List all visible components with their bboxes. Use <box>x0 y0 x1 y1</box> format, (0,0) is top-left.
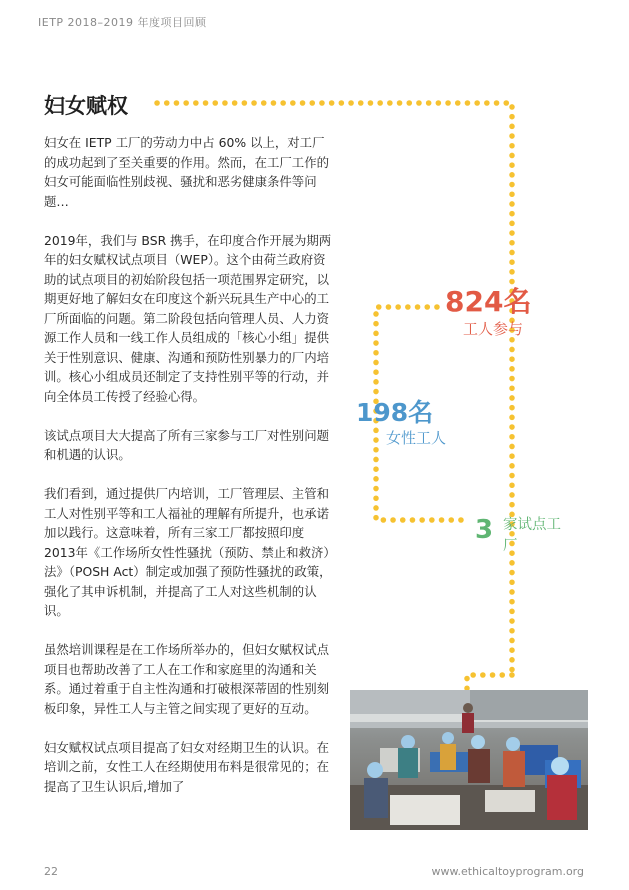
page-number: 22 <box>44 865 58 878</box>
paragraph: 该试点项目大大提高了所有三家参与工厂对性别问题和机遇的认识。 <box>44 427 329 462</box>
article-body <box>44 133 334 816</box>
page-header: IETP 2018–2019 年度项目回顾 <box>38 16 207 29</box>
paragraph: 妇女在 IETP 工厂的劳动力中占 60% 以上，对工厂的成功起到了至关重要的作用。然而，在工厂工作的妇女可能面临性别歧视、骚扰和恶劣健康条件等问题… <box>44 135 329 209</box>
stat-participants <box>445 285 532 338</box>
footer-url[interactable]: www.ethicaltoyprogram.org <box>431 865 584 878</box>
paragraph: 虽然培训课程是在工作场所举办的，但妇女赋权试点项目也帮助改善了工人在工作和家庭里的沟通和关系。通过着重于自主性沟通和打破根深蒂固的性别刻板印象，异性工人与主管之间实现了更好的互动。 <box>44 642 329 716</box>
stat-women <box>356 400 446 447</box>
stat-factories-label: 家试点工厂 <box>503 517 561 554</box>
stat-participants-label: 工人参与 <box>463 320 524 338</box>
paragraph: 妇女赋权试点项目提高了妇女对经期卫生的认识。在培训之前，女性工人在经期使用布料是很常见的；在提高了卫生认识后,增加了 <box>44 739 329 794</box>
stat-factories-number: 3 <box>475 515 494 545</box>
stat-participants-number: 824名 <box>445 285 532 318</box>
factory-workers-photo <box>350 690 588 830</box>
stat-women-number: 198名 <box>356 398 434 427</box>
paragraph: 2019年，我们与 BSR 携手，在印度合作开展为期两年的妇女赋权试点项目（WEP）。这个由荷兰政府资助的试点项目的初始阶段包括一项范围界定研究，以期更好地了解妇女在印度这个新兴玩具生产中心的工厂所面临的问题。第二阶段包括向管理人员、人力资源工作人员和一线工作人员组成的「核心小组」提供关于性别意识、健康、沟通和预防性别暴力的厂内培训。核心小组成员还制定了支持性别平等的行动，并向全体员工传授了经验心得。 <box>44 232 332 404</box>
stat-women-label: 女性工人 <box>386 429 447 447</box>
section-title: 妇女赋权 <box>44 94 128 118</box>
photo-illustration <box>350 690 588 830</box>
paragraph: 我们看到，通过提供厂内培训，工厂管理层、主管和工人对性别平等和工人福祉的理解有所提升，也承诺加以践行。这意味着，所有三家工厂都按照印度2013年《工作场所女性性骚扰（预防、禁止和救济）法》（POSH Act）制定或加强了预防性骚扰的政策，强化了其申诉机制，并提高了工人对这些机制的认识。 <box>44 486 332 618</box>
